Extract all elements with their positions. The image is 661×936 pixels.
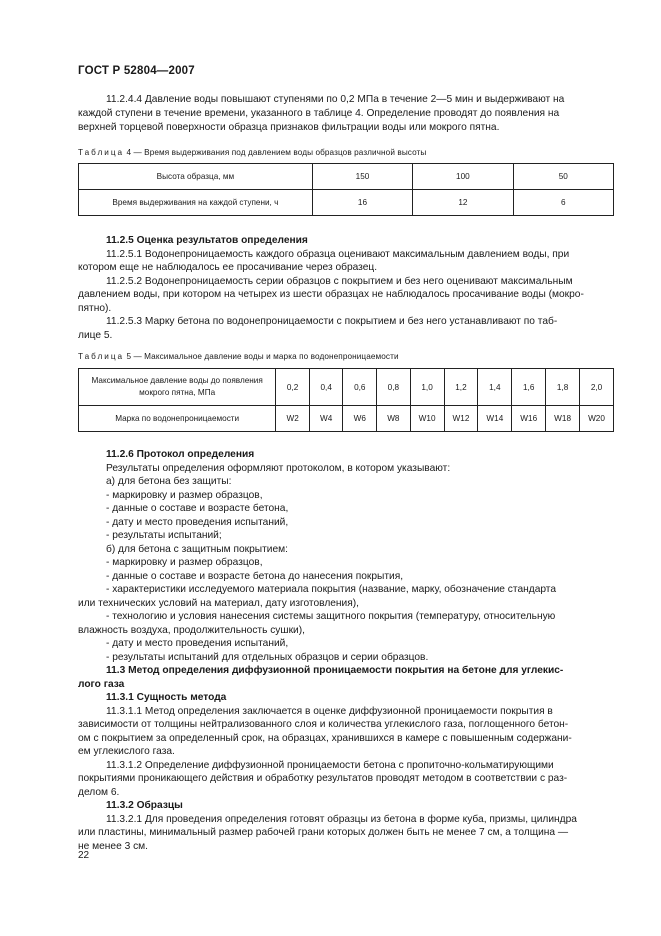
- paragraph-line: пятно).: [78, 303, 112, 314]
- table-cell: 0,8: [377, 369, 411, 406]
- table-cell: Марка по водонепроницаемости: [79, 406, 276, 432]
- table-5: [78, 368, 614, 432]
- subsection-heading: 11.3.1 Сущность метода: [106, 692, 227, 703]
- table-cell: 1,0: [410, 369, 444, 406]
- list-item: - дату и место проведения испытаний,: [106, 638, 289, 649]
- paragraph-line: 11.3.2.1 Для проведения определения готовят образцы из бетона в форме куба, призмы, цилиндра: [106, 814, 577, 825]
- table-cell: W14: [478, 406, 512, 432]
- paragraph-line: котором еще не наблюдалось ее просачивание через образец.: [78, 262, 378, 273]
- table-cell: 1,8: [546, 369, 580, 406]
- table-cell: 0,4: [309, 369, 343, 406]
- list-item: - маркировку и размер образцов,: [106, 490, 263, 501]
- list-item: - технологию и условия нанесения системы защитного покрытия (температуру, относительную: [106, 611, 556, 622]
- paragraph-line: или пластины, минимальный размер рабочей грани которых должен быть не менее 7 см, а толщина —: [78, 827, 569, 838]
- table-cell: W4: [309, 406, 343, 432]
- caption-text: 5 — Максимальное давление воды и марка по водонепроницаемости: [126, 352, 399, 361]
- table-cell: 2,0: [580, 369, 614, 406]
- table-cell: 0,6: [343, 369, 377, 406]
- table-cell: W16: [512, 406, 546, 432]
- paragraph-line: ом с покрытием за определенный срок, на образцах, хранившихся в камере с повышенным содержани-: [78, 733, 572, 744]
- list-item: - результаты испытаний;: [106, 530, 222, 541]
- table5-caption: [78, 352, 399, 361]
- table-row: [79, 369, 614, 406]
- page-number: 22: [78, 850, 90, 861]
- caption-text: 4 — Время выдерживания под давлением воды образцов различной высоты: [126, 148, 427, 157]
- list-item: б) для бетона с защитным покрытием:: [106, 544, 288, 555]
- paragraph-line: 11.2.5.3 Марку бетона по водонепроницаемости с покрытием и без него устанавливают по таб-: [106, 316, 558, 327]
- table-cell: 50: [513, 164, 613, 190]
- paragraph-line: 11.2.5.1 Водонепроницаемость каждого образца оценивают максимальным давлением воды, при: [106, 249, 570, 260]
- section-heading: лого газа: [78, 679, 125, 690]
- paragraph-line: Результаты определения оформляют протоколом, в котором указывают:: [106, 463, 451, 474]
- paragraph-line: зависимости от толщины нейтрализованного слоя и количества углекислого газа, поглощенного бетон-: [78, 719, 569, 730]
- table-cell: 1,6: [512, 369, 546, 406]
- table-cell: W18: [546, 406, 580, 432]
- section-heading: 11.2.6 Протокол определения: [106, 449, 255, 460]
- table-cell: Высота образца, мм: [79, 164, 313, 190]
- list-item: - дату и место проведения испытаний,: [106, 517, 289, 528]
- table-cell: W2: [276, 406, 310, 432]
- table-cell: 0,2: [276, 369, 310, 406]
- paragraph-line: покрытиями проникающего действия и обработку результатов проводят методом в соответствии с раз-: [78, 773, 568, 784]
- paragraph-line: 11.3.1.1 Метод определения заключается в оценке диффузионной проницаемости покрытия в: [106, 706, 553, 717]
- table-cell: W6: [343, 406, 377, 432]
- table-row: [79, 406, 614, 432]
- paragraph-line: верхней торцевой поверхности образца признаков фильтрации воды или мокрого пятна.: [78, 122, 500, 133]
- list-item: - маркировку и размер образцов,: [106, 557, 263, 568]
- table-cell: 1,2: [444, 369, 478, 406]
- list-item: - результаты испытаний для отдельных образцов и серии образцов.: [106, 652, 429, 663]
- paragraph-line: 11.2.5.2 Водонепроницаемость серии образцов с покрытием и без него оценивают максимальным: [106, 276, 573, 287]
- table-cell: W20: [580, 406, 614, 432]
- section-heading: 11.2.5 Оценка результатов определения: [106, 235, 308, 246]
- table-cell: Максимальное давление воды до появления мокрого пятна, МПа: [79, 369, 276, 406]
- table-cell: Время выдерживания на каждой ступени, ч: [79, 190, 313, 216]
- table-cell: 150: [312, 164, 412, 190]
- table-4: [78, 163, 614, 216]
- list-item: - данные о составе и возрасте бетона до нанесения покрытия,: [106, 571, 404, 582]
- caption-word: Таблица: [78, 148, 125, 157]
- paragraph-line: каждой ступени в течение времени, указанного в таблице 4. Определение проводят до появления на: [78, 108, 560, 119]
- list-item: - данные о составе и возрасте бетона,: [106, 503, 289, 514]
- list-item: влажность воздуха, продолжительность сушки),: [78, 625, 305, 636]
- table-cell: 16: [312, 190, 412, 216]
- table-cell: 12: [413, 190, 513, 216]
- list-item: - характеристики исследуемого материала покрытия (название, марку, обозначение стандарта: [106, 584, 557, 595]
- paragraph-line: 11.2.4.4 Давление воды повышают ступенями по 0,2 МПа в течение 2—5 мин и выдерживают на: [106, 94, 565, 105]
- table4-caption: [78, 148, 426, 157]
- caption-word: Таблица: [78, 352, 125, 361]
- paragraph-line: ем углекислого газа.: [78, 746, 175, 757]
- paragraph-line: 11.3.1.2 Определение диффузионной проницаемости бетона с пропиточно-кольматирующими: [106, 760, 554, 771]
- paragraph-line: давлением воды, при котором на четырех из шести образцах не наблюдалось просачивание воды (мокро-: [78, 289, 584, 300]
- table-row: [79, 190, 614, 216]
- paragraph-line: лице 5.: [78, 330, 113, 341]
- table-cell: W8: [377, 406, 411, 432]
- list-item: или технических условий на материал, дату изготовления),: [78, 598, 359, 609]
- table-cell: 100: [413, 164, 513, 190]
- table-cell: W10: [410, 406, 444, 432]
- subsection-heading: 11.3.2 Образцы: [106, 800, 183, 811]
- table-cell: 1,4: [478, 369, 512, 406]
- table-row: [79, 164, 614, 190]
- paragraph-line: делом 6.: [78, 787, 120, 798]
- table-cell: W12: [444, 406, 478, 432]
- paragraph-line: не менее 3 см.: [78, 841, 149, 852]
- table-cell: 6: [513, 190, 613, 216]
- section-heading: 11.3 Метод определения диффузионной проницаемости покрытия на бетоне для углекис-: [106, 665, 564, 676]
- document-header: ГОСТ Р 52804—2007: [78, 65, 195, 77]
- list-item: а) для бетона без защиты:: [106, 476, 232, 487]
